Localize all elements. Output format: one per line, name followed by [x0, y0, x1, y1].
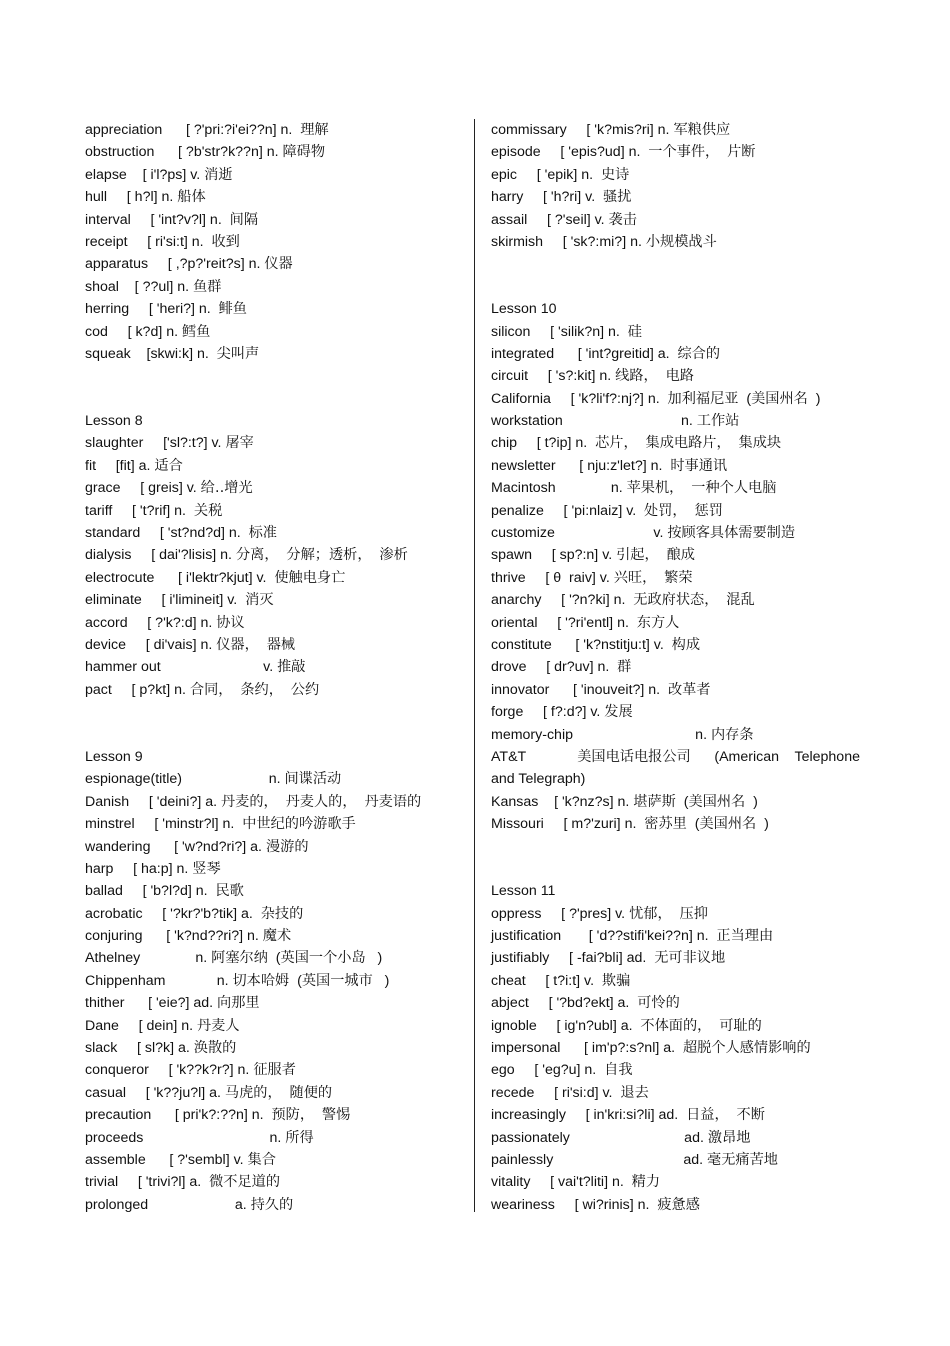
vocab-entry: integrated [ 'int?greitid] a. 综合的 — [491, 345, 721, 362]
vocab-entry: conqueror [ 'k??k?r?] n. 征服者 — [85, 1062, 296, 1079]
vocab-entry: increasingly [ in'kri:si?li] ad. 日益， 不断 — [491, 1107, 765, 1124]
vocab-entry: tariff [ 't?rif] n. 关税 — [85, 502, 223, 519]
vocab-entry: commissary [ 'k?mis?ri] n. 军粮供应 — [491, 122, 731, 138]
vocab-entry: ignoble [ ig'n?ubl] a. 不体面的， 可耻的 — [491, 1017, 762, 1034]
vocab-entry: spawn [ sp?:n] v. 引起， 酿成 — [491, 547, 695, 564]
vocab-entry: oriental [ '?ri'entl] n. 东方人 — [491, 614, 680, 631]
vocab-entry: ballad [ 'b?l?d] n. 民歌 — [85, 883, 244, 900]
vocab-entry: Missouri [ m?'zuri] n. 密苏里 (美国州名 ) — [491, 816, 769, 833]
vocab-entry: wandering [ 'w?nd?ri?] a. 漫游的 — [85, 838, 309, 855]
vocab-entry: circuit [ 's?:kit] n. 线路， 电路 — [491, 368, 694, 385]
vocab-entry: casual [ 'k??ju?l] a. 马虎的， 随便的 — [85, 1084, 333, 1101]
vocab-entry: California [ 'k?li'f?:nj?] n. 加利福尼亚 (美国州名 ) — [491, 390, 821, 407]
vocab-entry: squeak [skwi:k] n. 尖叫声 — [85, 345, 260, 362]
vocab-entry: Chippenham n. 切本哈姆 (英国一城市 ) — [85, 972, 390, 989]
vocab-entry: obstruction [ ?b'str?k??n] n. 障碍物 — [85, 144, 326, 161]
lesson-heading: Lesson 11 — [491, 883, 556, 900]
blank-line — [85, 724, 475, 746]
vocab-entry: forge [ f?:d?] v. 发展 — [491, 704, 633, 721]
vocab-entry: cod [ k?d] n. 鳕鱼 — [85, 323, 211, 340]
vocab-entry: espionage(title) n. 间谍活动 — [85, 771, 342, 788]
vocab-entry: penalize [ 'pi:nlaiz] v. 处罚， 惩罚 — [491, 502, 723, 519]
blank-line — [491, 836, 931, 858]
vocab-entry: dialysis [ dai'?lisis] n. 分离， 分解；透析， 渗析 — [85, 547, 408, 564]
vocab-entry: apparatus [ ,?p?'reit?s] n. 仪器 — [85, 256, 293, 273]
vocab-entry: hammer out v. 推敲 — [85, 659, 306, 676]
vocab-entry: Kansas [ 'k?nz?s] n. 堪萨斯 (美国州名 ) — [491, 793, 758, 810]
vocab-entry: passionately ad. 激昂地 — [491, 1129, 751, 1146]
vocab-entry: assemble [ ?'sembl] v. 集合 — [85, 1151, 276, 1168]
vocab-entry: assail [ ?'seil] v. 袭击 — [491, 211, 637, 228]
vocab-entry: thither [ 'eie?] ad. 向那里 — [85, 995, 260, 1012]
vocab-entry: AT&T 美国电话电报公司 (American Telephone — [491, 748, 860, 765]
blank-line — [85, 388, 475, 410]
vocab-entry: constitute [ 'k?nstitju:t] v. 构成 — [491, 636, 701, 653]
vocab-entry: accord [ ?'k?:d] n. 协议 — [85, 614, 245, 631]
vocab-entry: ego [ 'eg?u] n. 自我 — [491, 1062, 633, 1079]
vocab-entry: skirmish [ 'sk?:mi?] n. 小规模战斗 — [491, 233, 717, 250]
vocab-entry: electrocute [ i'lektr?kjut] v. 使触电身亡 — [85, 569, 346, 586]
vocab-entry: chip [ t?ip] n. 芯片， 集成电路片， 集成块 — [491, 435, 782, 452]
vocab-entry: proceeds n. 所得 — [85, 1129, 314, 1146]
blank-line — [85, 365, 475, 387]
right-column — [491, 119, 931, 1216]
vocab-entry: customize v. 按顾客具体需要制造 — [491, 525, 796, 542]
vocab-entry: vitality [ vai't?liti] n. 精力 — [491, 1174, 661, 1191]
vocab-entry: oppress [ ?'pres] v. 忧郁， 压抑 — [491, 905, 708, 922]
vocab-entry: receipt [ ri'si:t] n. 收到 — [85, 233, 240, 250]
vocab-entry: justifiably [ -fai?bli] ad. 无可非议地 — [491, 950, 726, 967]
vocab-entry: device [ di'vais] n. 仪器， 器械 — [85, 636, 296, 653]
vocab-entry: drove [ dr?uv] n. 群 — [491, 659, 632, 676]
lesson-heading: Lesson 9 — [85, 748, 143, 765]
blank-line — [491, 276, 931, 298]
vocab-entry: interval [ 'int?v?l] n. 间隔 — [85, 211, 259, 228]
vocab-entry: elapse [ i'l?ps] v. 消逝 — [85, 166, 233, 183]
vocab-entry: episode [ 'epis?ud] n. 一个事件， 片断 — [491, 144, 756, 161]
vocab-entry: Dane [ dein] n. 丹麦人 — [85, 1017, 240, 1034]
vocab-entry: cheat [ t?i:t] v. 欺骗 — [491, 972, 631, 989]
vocab-entry: workstation n. 工作站 — [491, 413, 740, 430]
vocab-entry: thrive [ θ raiv] v. 兴旺， 繁荣 — [491, 569, 693, 586]
vocab-entry: newsletter [ nju:z'let?] n. 时事通讯 — [491, 457, 728, 474]
vocab-entry: acrobatic [ '?kr?'b?tik] a. 杂技的 — [85, 905, 304, 922]
vocab-entry: memory-chip n. 内存条 — [491, 726, 754, 743]
vocab-entry: epic [ 'epik] n. 史诗 — [491, 166, 630, 183]
vocab-entry: conjuring [ 'k?nd??ri?] n. 魔术 — [85, 928, 292, 945]
lesson-heading: Lesson 8 — [85, 413, 143, 430]
vocab-entry: weariness [ wi?rinis] n. 疲惫感 — [491, 1196, 700, 1213]
vocab-entry: hull [ h?l] n. 船体 — [85, 189, 206, 206]
vocab-entry: Macintosh n. 苹果机， 一种个人电脑 — [491, 480, 777, 497]
vocab-entry: minstrel [ 'minstr?l] n. 中世纪的吟游歌手 — [85, 816, 356, 833]
vocab-entry: innovator [ 'inouveit?] n. 改革者 — [491, 681, 711, 698]
vocab-entry: standard [ 'st?nd?d] n. 标准 — [85, 525, 277, 542]
vocab-entry: prolonged a. 持久的 — [85, 1196, 294, 1213]
vocab-entry: slaughter ['sl?:t?] v. 屠宰 — [85, 435, 254, 452]
column-divider — [474, 119, 475, 1212]
vocab-entry: trivial [ 'trivi?l] a. 微不足道的 — [85, 1174, 281, 1191]
vocab-entry: and Telegraph) — [491, 771, 586, 788]
vocab-entry: silicon [ 'silik?n] n. 硅 — [491, 323, 642, 340]
vocab-entry: grace [ greis] v. 给‥增光 — [85, 480, 253, 497]
vocab-entry: eliminate [ i'limineit] v. 消灭 — [85, 592, 274, 609]
left-column — [85, 119, 475, 1216]
vocab-entry: Danish [ 'deini?] a. 丹麦的， 丹麦人的， 丹麦语的 — [85, 793, 422, 810]
vocab-entry: impersonal [ im'p?:s?nl] a. 超脱个人感情影响的 — [491, 1040, 811, 1057]
vocab-entry: Athelney n. 阿塞尔纳 (英国一个小岛 ) — [85, 950, 383, 967]
vocab-entry: fit [fit] a. 适合 — [85, 457, 183, 474]
vocab-entry: precaution [ pri'k?:??n] n. 预防， 警惕 — [85, 1107, 351, 1124]
vocab-entry: justification [ 'd??stifi'kei??n] n. 正当理由 — [491, 928, 774, 945]
vocab-entry: abject [ '?bd?ekt] a. 可怜的 — [491, 995, 680, 1012]
vocab-entry: appreciation [ ?'pri:?i'ei??n] n. 理解 — [85, 122, 329, 138]
vocab-entry: harry [ 'h?ri] v. 骚扰 — [491, 189, 632, 206]
vocab-entry: shoal [ ??ul] n. 鱼群 — [85, 278, 222, 295]
blank-line — [491, 858, 931, 880]
vocab-entry: anarchy [ '?n?ki] n. 无政府状态， 混乱 — [491, 592, 755, 609]
lesson-heading: Lesson 10 — [491, 301, 557, 318]
vocab-entry: slack [ sl?k] a. 涣散的 — [85, 1040, 237, 1057]
vocab-entry: herring [ 'heri?] n. 鲱鱼 — [85, 301, 247, 318]
vocab-entry: painlessly ad. 毫无痛苦地 — [491, 1151, 778, 1168]
vocab-entry: recede [ ri'si:d] v. 退去 — [491, 1084, 649, 1101]
blank-line — [491, 253, 931, 275]
blank-line — [85, 701, 475, 723]
vocab-entry: harp [ ha:p] n. 竖琴 — [85, 860, 221, 877]
vocab-entry: pact [ p?kt] n. 合同， 条约， 公约 — [85, 681, 320, 698]
